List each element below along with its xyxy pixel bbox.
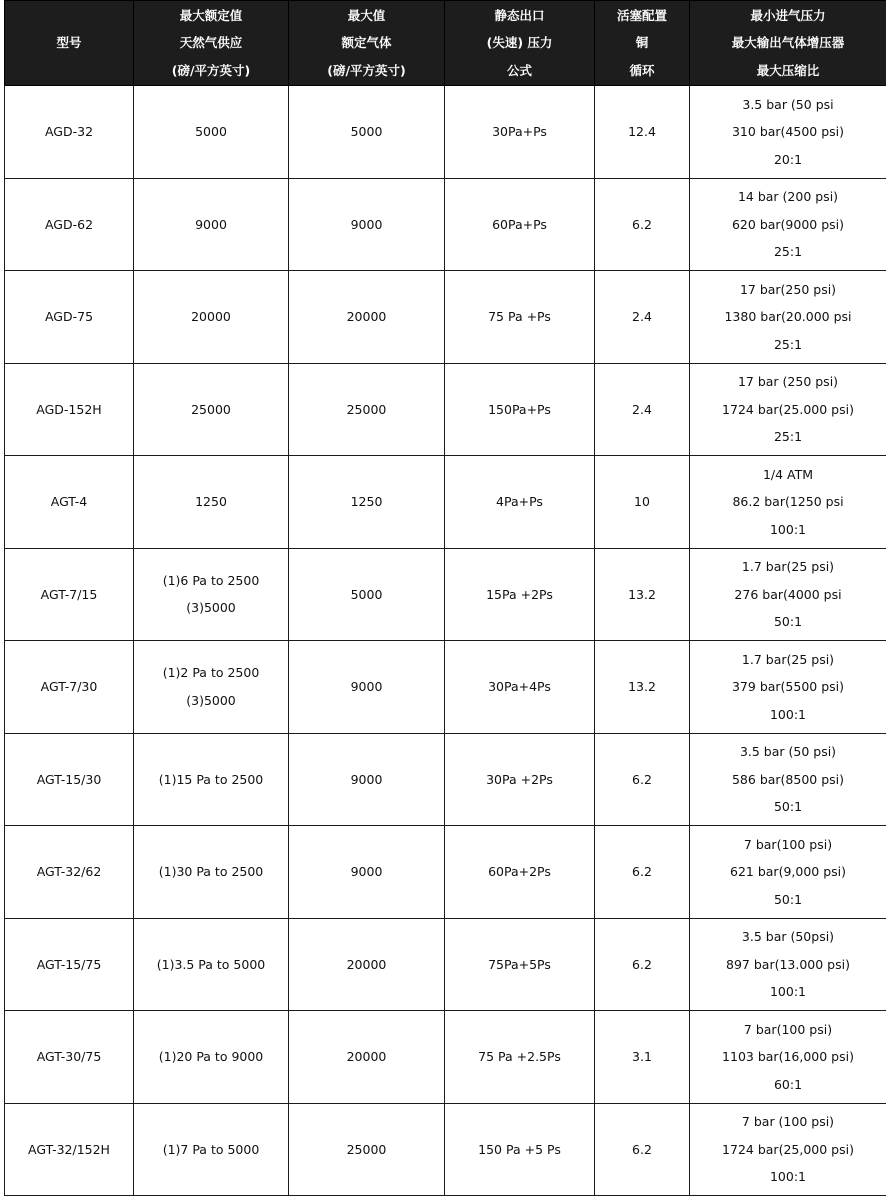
cell-line: 1724 bar(25.000 psi) [722,401,854,417]
cell-line: 50:1 [773,799,803,814]
cell-line: AGT-7/15 [40,586,98,602]
cell-pressure-ratio [690,271,886,364]
cell-line: 25:1 [773,429,803,444]
cell-stall-pressure-formula [445,86,595,179]
cell-line: 6.2 [632,1141,652,1157]
cell-line: 2.4 [632,401,652,417]
cell-max-rated-supply [134,641,289,734]
cell-line: 1.7 bar(25 psi) [741,651,835,667]
cell-line: (1)3.5 Pa to 5000 [156,956,266,972]
cell-line: 25000 [346,401,387,417]
cell-model [5,363,134,456]
cell-model [5,271,134,364]
cell-line: 25:1 [773,244,803,259]
cell-piston-config [595,178,690,271]
cell-pressure-ratio [690,918,886,1011]
cell-line: 3.5 bar (50 psi) [739,744,837,759]
cell-line: 9000 [350,679,383,694]
table-row [5,641,886,734]
header-line: 最小进气压力 [750,7,826,23]
table-row [5,363,886,456]
cell-line: 20000 [346,956,387,972]
header-max-rated-gas [289,1,445,86]
cell-max-rated-gas [289,456,445,549]
cell-line: 1250 [350,494,383,509]
header-line: 公式 [506,62,532,78]
cell-line: 150 Pa +5 Ps [478,1141,561,1157]
cell-pressure-ratio [690,1011,886,1104]
cell-piston-config [595,918,690,1011]
cell-line: 6.2 [632,216,652,232]
cell-line: 25:1 [773,336,803,352]
cell-piston-config [595,1103,690,1196]
header-line: 最大压缩比 [756,62,820,78]
cell-model [5,456,134,549]
header-line: 额定气体 [341,35,392,51]
cell-line: 586 bar(8500 psi) [731,771,845,787]
cell-line: 3.1 [632,1049,652,1064]
cell-piston-config [595,826,690,919]
cell-model [5,1011,134,1104]
cell-max-rated-gas [289,1011,445,1104]
cell-line: 60Pa+2Ps [488,864,551,879]
cell-max-rated-gas [289,178,445,271]
cell-line: 1250 [195,494,227,509]
cell-line: 30Pa +2Ps [486,771,553,787]
cell-line: 7 bar (100 psi) [741,1114,835,1129]
cell-line: 9000 [195,216,227,232]
cell-line: 1380 bar(20.000 psi [724,309,852,324]
cell-pressure-ratio [690,1103,886,1196]
cell-line: 5000 [350,586,383,602]
cell-line: 1103 bar(16,000 psi) [722,1049,854,1064]
cell-line: 15Pa +2Ps [486,586,553,602]
cell-line: 13.2 [628,679,656,694]
cell-line: AGT-32/62 [36,864,102,879]
cell-line: 75 Pa +2.5Ps [478,1049,561,1064]
cell-line: AGD-62 [44,216,94,232]
cell-stall-pressure-formula [445,826,595,919]
cell-piston-config [595,456,690,549]
cell-line: 10 [634,494,650,509]
cell-max-rated-gas [289,271,445,364]
cell-stall-pressure-formula [445,918,595,1011]
header-line: 最大值 [347,7,386,23]
cell-line: AGD-152H [36,401,102,417]
cell-max-rated-gas [289,733,445,826]
cell-line: AGT-15/75 [36,956,102,972]
table-row [5,1103,886,1196]
cell-stall-pressure-formula [445,271,595,364]
header-line: (失速) 压力 [486,35,553,51]
header-line: 天然气供应 [179,35,243,51]
header-stall-pressure-formula [445,1,595,86]
cell-line: 1.7 bar(25 psi) [741,559,835,574]
cell-line: 14 bar (200 psi) [737,189,839,204]
cell-line: 60Pa+Ps [492,216,547,232]
cell-pressure-ratio [690,86,886,179]
cell-max-rated-supply [134,456,289,549]
cell-max-rated-supply [134,363,289,456]
cell-model [5,548,134,641]
header-model [5,1,134,86]
table-row [5,1011,886,1104]
cell-stall-pressure-formula [445,456,595,549]
cell-piston-config [595,271,690,364]
header-line: 铜 [635,35,649,51]
cell-line: 50:1 [773,891,803,907]
cell-line: 5000 [195,124,227,139]
cell-line: 7 bar(100 psi) [743,1021,833,1037]
cell-max-rated-supply [134,271,289,364]
cell-line: 379 bar(5500 psi) [731,679,845,694]
cell-pressure-ratio [690,178,886,271]
cell-line: 2.4 [632,309,652,324]
cell-line: 100:1 [769,984,807,999]
cell-line: 9000 [350,216,383,232]
cell-stall-pressure-formula [445,1011,595,1104]
cell-max-rated-gas [289,641,445,734]
cell-line: 3.5 bar (50 psi [742,96,834,112]
cell-line: AGT-30/75 [36,1049,102,1064]
cell-stall-pressure-formula [445,363,595,456]
cell-line: 20:1 [773,151,803,167]
cell-max-rated-supply [134,178,289,271]
table-row [5,178,886,271]
cell-line: (3)5000 [186,600,236,616]
cell-line: 75Pa+5Ps [488,956,551,972]
cell-max-rated-supply [134,86,289,179]
cell-pressure-ratio [690,548,886,641]
cell-line: 100:1 [769,521,807,537]
header-max-rated-supply [134,1,289,86]
cell-line: 310 bar(4500 psi) [731,124,845,139]
cell-max-rated-supply [134,548,289,641]
cell-model [5,178,134,271]
cell-line: 12.4 [628,124,656,139]
table-row [5,918,886,1011]
cell-max-rated-supply [134,1103,289,1196]
table-header [5,1,886,86]
cell-line: 620 bar(9000 psi) [731,216,845,232]
header-line: 循环 [629,62,655,78]
cell-max-rated-gas [289,1103,445,1196]
table-row [5,548,886,641]
cell-piston-config [595,641,690,734]
cell-line: 4Pa+Ps [496,494,543,509]
cell-max-rated-supply [134,918,289,1011]
cell-line: 3.5 bar (50psi) [741,929,835,944]
table-row [5,86,886,179]
cell-piston-config [595,363,690,456]
cell-line: 13.2 [628,586,656,602]
cell-model [5,86,134,179]
cell-line: 30Pa+4Ps [488,679,551,694]
cell-stall-pressure-formula [445,641,595,734]
cell-line: 6.2 [632,956,652,972]
cell-line: 897 bar(13.000 psi) [726,956,850,972]
cell-line: (1)30 Pa to 2500 [158,864,264,879]
cell-line: 86.2 bar(1250 psi [732,494,844,509]
cell-line: 20000 [346,1049,387,1064]
header-piston-config [595,1,690,86]
cell-model [5,641,134,734]
cell-line: (1)6 Pa to 2500 [162,572,260,588]
cell-line: 7 bar(100 psi) [743,836,833,852]
header-line: 活塞配置 [616,7,667,23]
cell-line: 17 bar(250 psi) [739,281,837,297]
header-line: (磅/平方英寸) [327,62,406,78]
cell-piston-config [595,86,690,179]
cell-line: 150Pa+Ps [488,401,551,417]
cell-max-rated-supply [134,1011,289,1104]
cell-line: (1)7 Pa to 5000 [162,1141,260,1157]
cell-line: AGD-32 [44,124,94,139]
cell-line: 20000 [191,309,231,324]
header-pressure-ratio [690,1,886,86]
header-row [5,1,886,86]
cell-max-rated-gas [289,86,445,179]
cell-piston-config [595,1011,690,1104]
cell-stall-pressure-formula [445,548,595,641]
cell-line: 5000 [350,124,383,139]
cell-line: 50:1 [773,614,803,629]
cell-model [5,826,134,919]
cell-max-rated-gas [289,918,445,1011]
cell-line: 6.2 [632,771,652,787]
cell-stall-pressure-formula [445,733,595,826]
cell-line: (1)20 Pa to 9000 [158,1049,264,1064]
cell-line: AGT-32/152H [28,1141,110,1157]
cell-model [5,733,134,826]
table-row [5,826,886,919]
cell-pressure-ratio [690,826,886,919]
cell-line: 25000 [191,401,231,417]
cell-piston-config [595,733,690,826]
table-row [5,271,886,364]
cell-line: 60:1 [773,1076,803,1092]
cell-model [5,918,134,1011]
header-line: 静态出口 [494,7,545,23]
cell-stall-pressure-formula [445,178,595,271]
cell-line: AGT-4 [50,494,88,509]
cell-stall-pressure-formula [445,1103,595,1196]
table-row [5,733,886,826]
header-line: 最大输出气体增压器 [731,35,845,51]
cell-line: AGT-15/30 [36,771,102,787]
cell-pressure-ratio [690,641,886,734]
cell-piston-config [595,548,690,641]
cell-line: 9000 [350,864,383,879]
cell-line: 100:1 [769,1169,807,1184]
cell-line: 1/4 ATM [762,466,814,482]
cell-line: 621 bar(9,000 psi) [730,864,846,879]
cell-max-rated-gas [289,826,445,919]
cell-max-rated-supply [134,826,289,919]
cell-line: (1)15 Pa to 2500 [158,771,264,787]
header-line: (磅/平方英寸) [171,62,251,78]
cell-pressure-ratio [690,733,886,826]
cell-line: (3)5000 [186,692,236,708]
table-row [5,456,886,549]
cell-line: 25000 [346,1141,387,1157]
cell-line: 6.2 [632,864,652,879]
cell-line: 1724 bar(25,000 psi) [722,1141,854,1157]
cell-line: 276 bar(4000 psi [734,586,842,602]
table-body [5,86,886,1196]
cell-line: 100:1 [769,706,807,722]
cell-max-rated-gas [289,363,445,456]
cell-max-rated-supply [134,733,289,826]
cell-line: 9000 [350,771,383,787]
cell-line: AGT-7/30 [40,679,98,694]
cell-line: 17 bar (250 psi) [737,374,839,389]
cell-model [5,1103,134,1196]
cell-line: (1)2 Pa to 2500 [162,665,260,681]
cell-pressure-ratio [690,363,886,456]
cell-max-rated-gas [289,548,445,641]
cell-line: 30Pa+Ps [492,124,547,139]
cell-line: AGD-75 [44,309,94,324]
cell-line: 75 Pa +Ps [488,309,551,324]
spec-table [4,0,886,1196]
header-line: 型号 [56,35,82,51]
cell-pressure-ratio [690,456,886,549]
header-line: 最大额定值 [179,7,243,23]
cell-line: 20000 [346,309,387,324]
